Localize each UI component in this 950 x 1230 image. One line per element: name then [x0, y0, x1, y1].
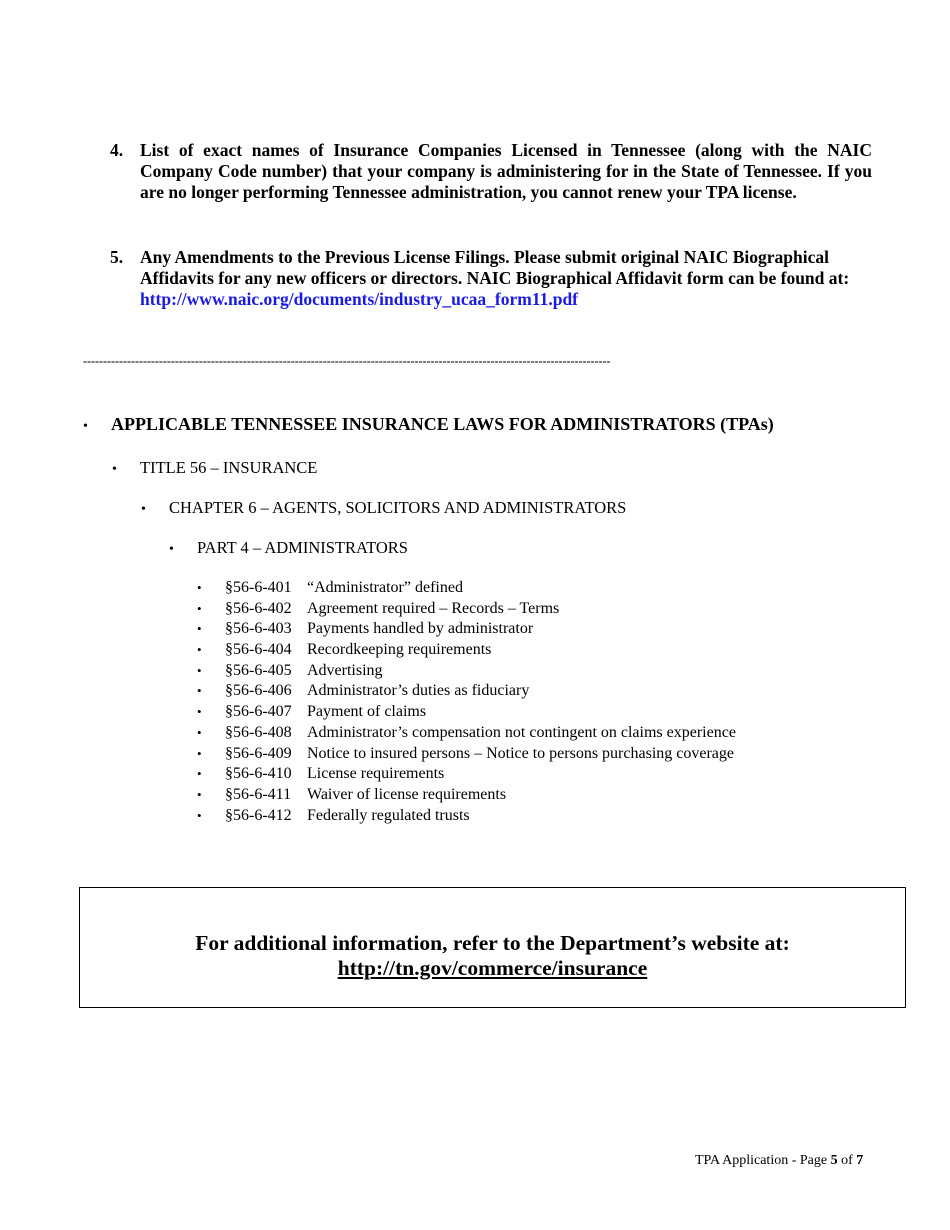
laws-heading-text: APPLICABLE TENNESSEE INSURANCE LAWS FOR ADMINISTRATORS (TPAs)	[111, 414, 774, 434]
section-row	[197, 785, 736, 806]
section-row	[197, 599, 736, 620]
laws-heading	[83, 414, 774, 437]
item-text: Any Amendments to the Previous License Filings. Please submit original NAIC Biographical Affidavits for any new officers or directors. NAIC Biographical Affidavit form can be found at:	[140, 247, 850, 288]
section-row	[197, 702, 736, 723]
bullet-icon: •	[197, 807, 202, 823]
section-row	[197, 661, 736, 682]
section-row	[197, 806, 736, 827]
naic-affidavit-link[interactable]: http://www.naic.org/documents/industry_ucaa_form11.pdf	[140, 289, 579, 309]
section-desc: License requirements	[307, 765, 445, 783]
section-row	[197, 744, 736, 765]
bullet-icon: •	[197, 786, 202, 802]
section-desc: Payment of claims	[307, 703, 427, 721]
bullet-icon: •	[141, 502, 146, 517]
sections-list	[197, 578, 736, 826]
bullet-icon: •	[197, 662, 202, 678]
section-row	[197, 723, 736, 744]
separator-line: ------------------------------------------------------------------------------------------------------------------------------------	[83, 354, 611, 368]
section-desc: “Administrator” defined	[307, 579, 463, 596]
section-code: §56-6-402	[225, 599, 292, 617]
bullet-icon: •	[197, 683, 202, 699]
bullet-icon: •	[83, 419, 88, 434]
section-desc: Notice to insured persons – Notice to persons purchasing coverage	[307, 744, 734, 762]
section-code: §56-6-412	[225, 806, 292, 824]
bullet-icon: •	[197, 766, 202, 782]
section-code: §56-6-407	[225, 703, 292, 721]
section-code: §56-6-408	[225, 723, 292, 741]
footer-page-number: 5	[830, 1153, 838, 1168]
section-code: §56-6-405	[225, 661, 292, 679]
part-item	[169, 538, 408, 560]
department-website-link[interactable]: http://tn.gov/commerce/insurance	[337, 956, 648, 980]
section-code: §56-6-411	[225, 785, 292, 803]
title-text: TITLE 56 – INSURANCE	[140, 458, 318, 477]
bullet-icon: •	[197, 704, 202, 720]
section-code: §56-6-410	[225, 765, 292, 783]
section-code: §56-6-409	[225, 744, 292, 762]
bullet-icon: •	[197, 745, 202, 761]
bullet-icon: •	[112, 462, 117, 477]
list-item-5	[110, 247, 872, 310]
section-desc: Advertising	[307, 661, 383, 679]
section-desc: Recordkeeping requirements	[307, 641, 492, 659]
section-desc: Agreement required – Records – Terms	[307, 599, 560, 617]
section-desc: Federally regulated trusts	[307, 806, 470, 824]
section-row	[197, 578, 736, 599]
item-number: 4.	[110, 140, 124, 160]
item-text: List of exact names of Insurance Companies Licensed in Tennessee (along with the NAIC Company Code number) that your company is administering for in the State of Tennessee. If you are no longer performing Tennessee administration, you cannot renew your TPA license.	[140, 140, 872, 202]
bullet-icon: •	[197, 600, 202, 616]
title-item	[112, 458, 317, 480]
item-body	[140, 247, 872, 310]
section-code: §56-6-404	[225, 641, 292, 659]
footer-of: of	[841, 1153, 853, 1168]
page-footer	[695, 1152, 863, 1170]
footer-total-pages: 7	[856, 1153, 864, 1168]
section-code: §56-6-403	[225, 620, 292, 638]
info-text: For additional information, refer to the Department’s website at:	[195, 931, 790, 955]
chapter-item	[141, 498, 626, 520]
section-desc: Administrator’s compensation not contingent on claims experience	[307, 723, 736, 741]
section-code: §56-6-401	[225, 579, 292, 596]
bullet-icon: •	[197, 621, 202, 637]
section-row	[197, 619, 736, 640]
item-number: 5.	[110, 247, 124, 267]
bullet-icon: •	[169, 542, 174, 557]
bullet-icon: •	[197, 724, 202, 740]
info-box	[79, 887, 906, 1008]
bullet-icon: •	[197, 580, 202, 595]
section-code: §56-6-406	[225, 682, 292, 700]
footer-prefix: TPA Application - Page	[695, 1153, 828, 1168]
list-item-4	[110, 140, 872, 203]
part-text: PART 4 – ADMINISTRATORS	[197, 538, 408, 557]
section-row	[197, 681, 736, 702]
section-row	[197, 764, 736, 785]
bullet-icon: •	[197, 642, 202, 658]
section-desc: Payments handled by administrator	[307, 620, 534, 638]
section-desc: Waiver of license requirements	[307, 785, 507, 803]
section-desc: Administrator’s duties as fiduciary	[307, 682, 530, 700]
chapter-text: CHAPTER 6 – AGENTS, SOLICITORS AND ADMINISTRATORS	[169, 498, 627, 517]
section-row	[197, 640, 736, 661]
